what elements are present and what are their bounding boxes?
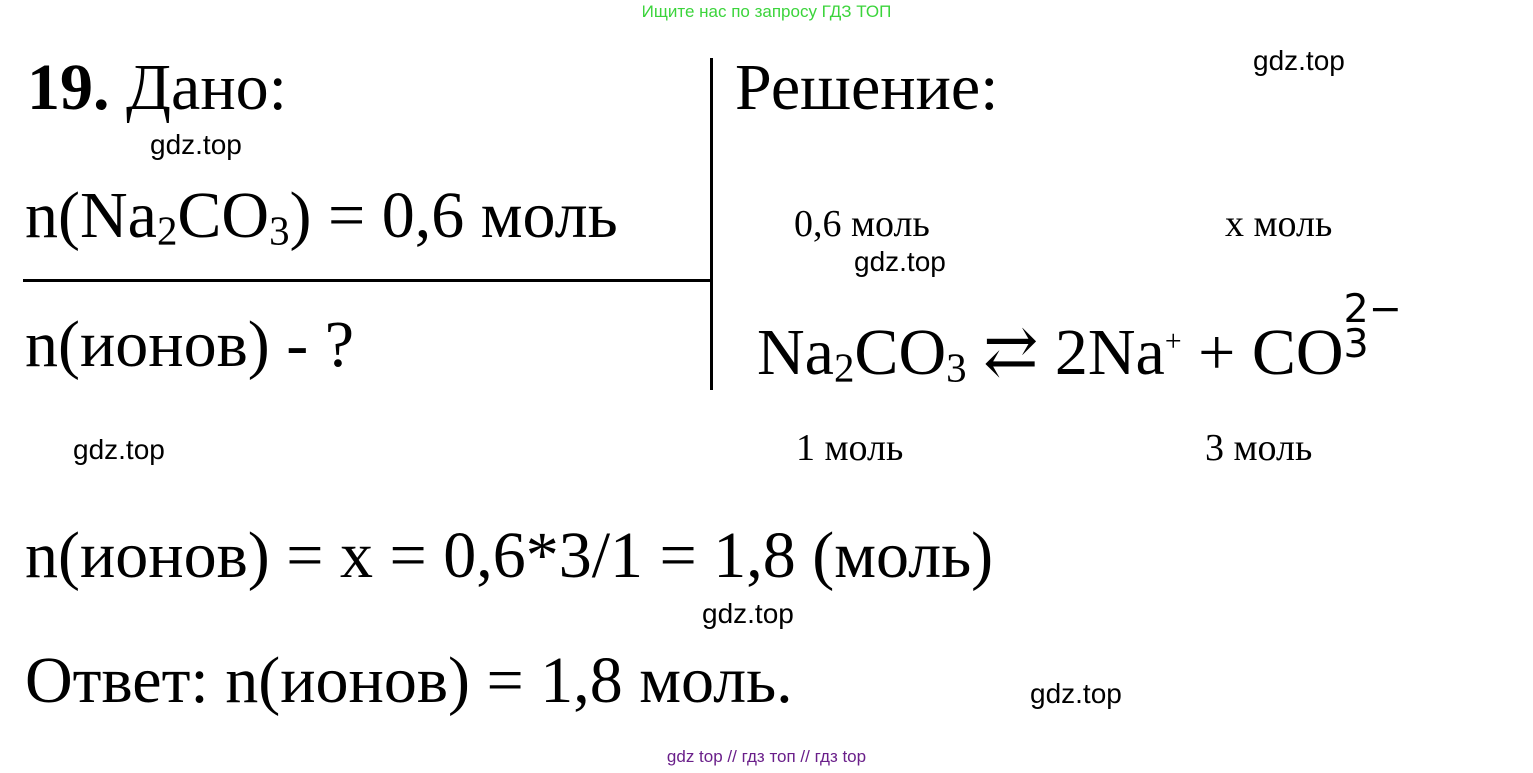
eq-na: Na <box>757 316 834 389</box>
given-amount <box>25 179 618 254</box>
given-label: Дано: <box>126 51 287 124</box>
task-number: 19. <box>27 51 110 124</box>
below-right-amount: 3 моль <box>1205 427 1313 469</box>
eq-subscript-2: 2 <box>833 345 855 391</box>
eq-plus: + <box>1181 316 1252 389</box>
given-text-right: ) = 0,6 моль <box>289 179 618 252</box>
calculation-line: n(ионов) = х = 0,6*3/1 = 1,8 (моль) <box>25 519 994 592</box>
above-left-amount: 0,6 моль <box>794 203 930 245</box>
watermark: gdz.top <box>1253 45 1345 76</box>
task-header <box>27 51 287 124</box>
eq-subscript-3: 3 <box>946 345 967 391</box>
watermark: gdz.top <box>73 434 165 465</box>
watermark: gdz.top <box>854 246 946 277</box>
answer-line: Ответ: n(ионов) = 1,8 моль. <box>25 644 793 717</box>
given-subscript-3: 3 <box>269 208 290 254</box>
horizontal-divider <box>23 279 711 282</box>
eq-co: CO <box>854 316 947 389</box>
eq-carbonate-index: 3 <box>1343 320 1369 367</box>
given-text-co: CO <box>177 179 270 252</box>
solution-label: Решение: <box>735 51 999 124</box>
eq-sodium-ion: 2Na <box>1054 316 1165 389</box>
below-left-amount: 1 моль <box>796 427 904 469</box>
equilibrium-arrow-icon: ⇄ <box>966 316 1055 389</box>
find-line: n(ионов) - ? <box>25 308 355 381</box>
dissociation-equation <box>757 286 1402 391</box>
above-right-amount: х моль <box>1225 203 1333 245</box>
eq-charge-plus: + <box>1164 325 1182 358</box>
watermark: gdz.top <box>150 129 242 160</box>
eq-carbonate: CO <box>1251 316 1344 389</box>
given-text-left: n(Na <box>25 179 157 252</box>
eq-carbonate-charge: 2− <box>1343 286 1402 333</box>
watermark: gdz.top <box>702 598 794 629</box>
footer-links: gdz top // гдз топ // гдз top <box>666 747 867 766</box>
watermark: gdz.top <box>1030 678 1122 709</box>
given-subscript-2: 2 <box>156 208 178 254</box>
vertical-divider <box>710 58 713 390</box>
eq-carbonate-script <box>1343 286 1402 374</box>
top-banner: Ищите нас по запросу ГДЗ ТОП <box>641 2 892 21</box>
